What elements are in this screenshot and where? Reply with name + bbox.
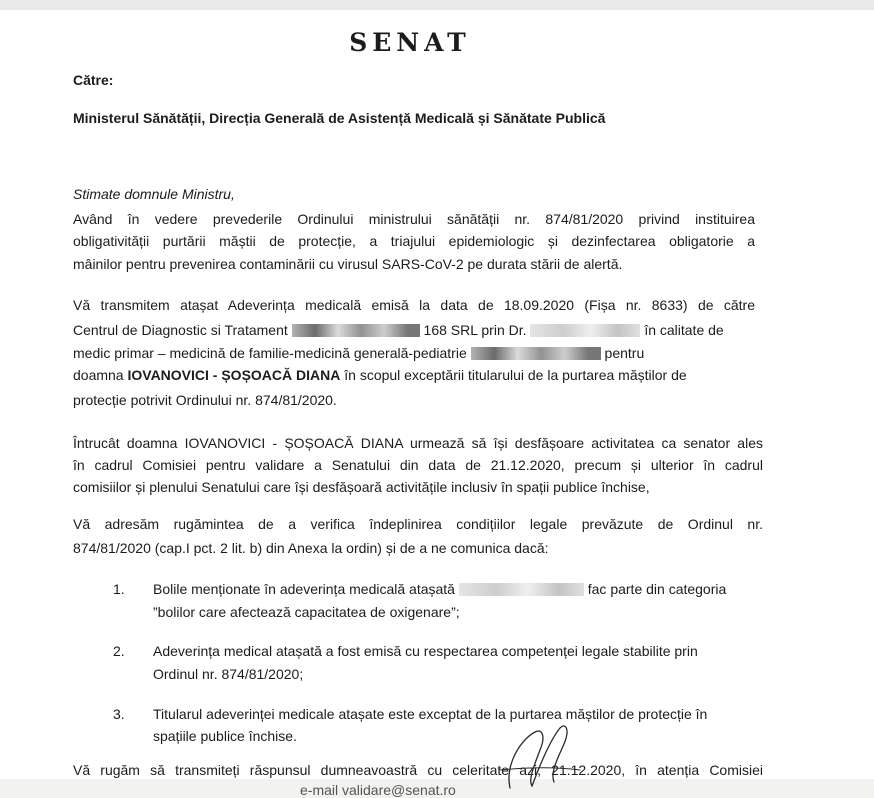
para3-line3: comisiilor și plenului Senatului care își desfășoară activitățile inclusiv în spații publice închise, (73, 479, 650, 495)
salutation: Stimate domnule Ministru, (73, 186, 235, 202)
list-number: 2. (113, 643, 125, 659)
para2-line5: protecție potrivit Ordinului nr. 874/81/2020. (73, 392, 337, 408)
para1-line2: obligativității purtării măștii de protecție, a triajului epidemiologic și dezinfectarea obligatorie a (73, 233, 755, 249)
para3-line1: Întrucât doamna IOVANOVICI - ȘOȘOACĂ DIANA urmează să își desfășoare activitatea ca senator ales (73, 435, 763, 451)
addressee: Ministerul Sănătății, Direcția Generală de Asistență Medicală și Sănătate Publică (73, 110, 606, 126)
list-number: 3. (113, 706, 125, 722)
closing-line2: e-mail validare@senat.ro (300, 782, 456, 798)
closing-line1: Vă rugăm să transmiteți răspunsul dumneavoastră cu celeritate azi, 21.12.2020, în atenția Comisiei (73, 762, 763, 778)
para4-line1: Vă adresăm rugămintea de a verifica îndeplinirea condițiilor legale prevăzute de Ordinul nr. (73, 516, 763, 532)
list-item-2: 2. Adeverința medical atașată a fost emisă cu respectarea competenței legale stabilite prin (113, 643, 698, 659)
list-item-2-line2: Ordinul nr. 874/81/2020; (153, 666, 304, 682)
para1-line3: mâinilor pentru prevenirea contaminării cu virusul SARS-CoV-2 pe durata stării de alertă. (73, 256, 623, 272)
patient-name: IOVANOVICI - ȘOȘOACĂ DIANA (127, 367, 341, 383)
para1-line1: Având în vedere prevederile Ordinului ministrului sănătății nr. 874/81/2020 privind instituirea (73, 211, 755, 227)
para2-line1: Vă transmitem atașat Adeverința medicală emisă la data de 18.09.2020 (Fișa nr. 8633) de către (73, 297, 755, 313)
redacted-doctor-name (530, 324, 640, 337)
para4-line2: 874/81/2020 (cap.I pct. 2 lit. b) din Anexa la ordin) și de a ne comunica dacă: (73, 540, 549, 556)
redacted-location (471, 347, 601, 360)
redacted-diagnosis (459, 583, 584, 596)
document-heading: SENAT (349, 28, 471, 57)
list-item-3-line2: spațiile publice închise. (153, 728, 297, 744)
list-number: 1. (113, 581, 125, 597)
redacted-clinic-name (292, 324, 420, 337)
para2-line3: medic primar – medicină de familie-medicină generală-pediatrie pentru (73, 345, 645, 361)
para2-line4: doamna IOVANOVICI - ȘOȘOACĂ DIANA în scopul exceptării titularului de la purtarea măștilor de (73, 367, 687, 383)
para3-line2: în cadrul Comisiei pentru validare a Senatului din data de 21.12.2020, precum și ulterior în cadrul (73, 457, 763, 473)
signature-scribble (480, 710, 590, 789)
para2-line2: Centrul de Diagnostic si Tratament 168 SRL prin Dr. în calitate de (73, 322, 724, 338)
list-item-1: 1. Bolile menționate în adeverința medicală atașată fac parte din categoria (113, 581, 727, 597)
list-item-1-line2: ”bolilor care afectează capacitatea de oxigenare”; (153, 604, 460, 620)
list-item-3: 3. Titularul adeverinței medicale atașate este exceptat de la purtarea măștilor de protecție în (113, 706, 708, 722)
addressee-label: Către: (73, 72, 114, 88)
